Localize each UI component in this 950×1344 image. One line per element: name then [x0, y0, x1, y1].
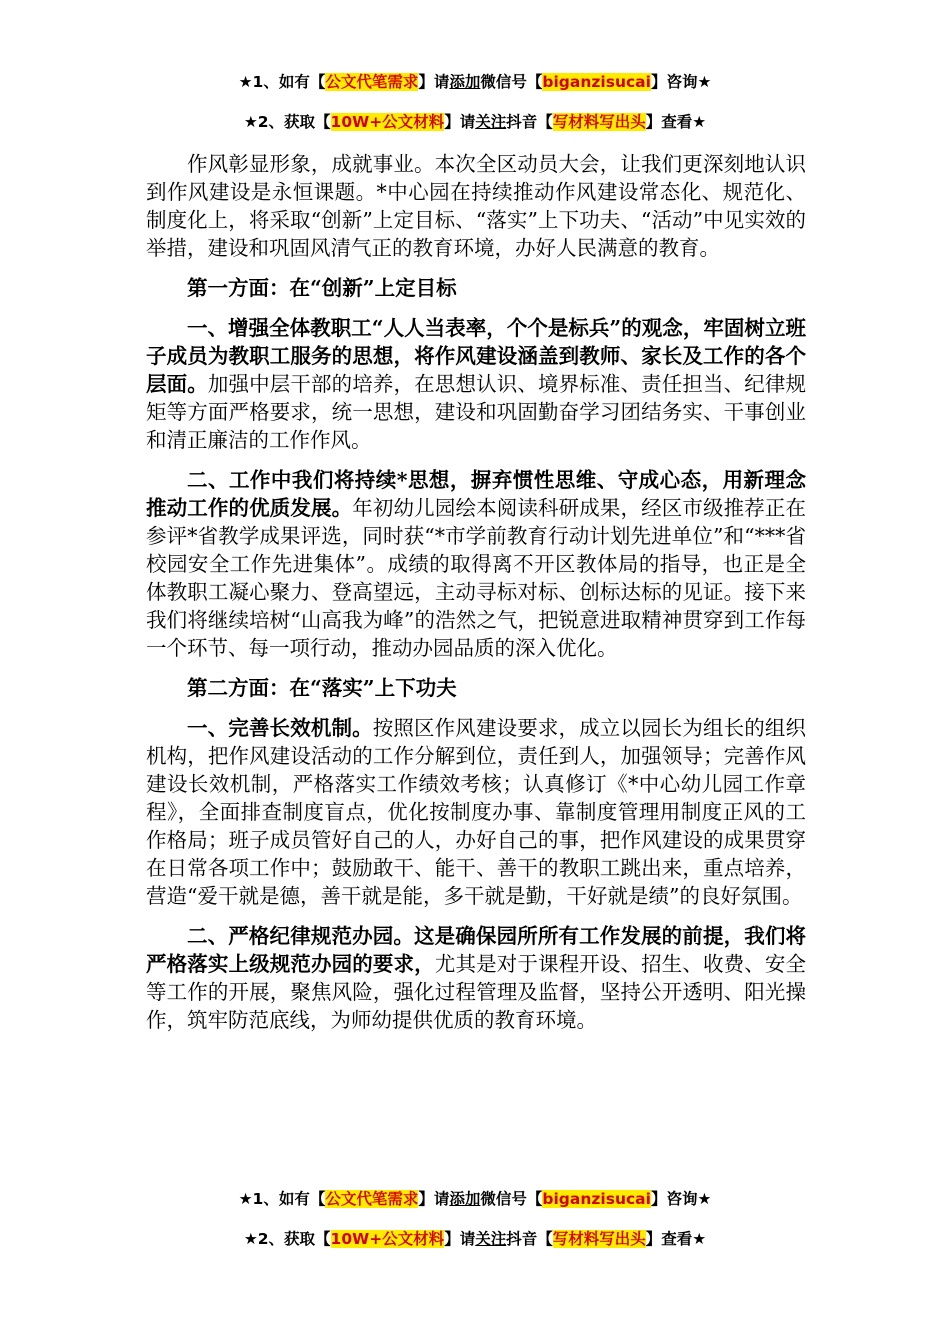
banner-highlight-douyin: 写材料写出头	[552, 113, 646, 131]
section-2-paragraph-2	[146, 922, 806, 1034]
section-2-heading: 第二方面：在“落实”上下功夫	[187, 676, 457, 700]
section-1-heading: 第一方面：在“创新”上定目标	[187, 276, 457, 300]
banner-highlight: 公文代笔需求	[325, 1190, 419, 1208]
section-1-paragraph-1	[146, 314, 806, 454]
paragraph-text: 按照区作风建设要求，成立以园长为组长的组织机构，把作风建设活动的工作分解到位，责任到人，加强领导；完善作风建设长效机制，严格落实工作绩效考核；认真修订《*中心幼儿园工作章程》，全面排查制度盲点，优化按制度办事、靠制度管理用制度正风的工作格局；班子成员管好自己的人，办好自己的事，把作风建设的成果贯穿在日常各项工作中；鼓励敢干、能干、善干的教职工跳出来，重点培养，营造“爱干就是德，善干就是能，多干就是勤，干好就是绩”的良好氛围。	[146, 716, 807, 908]
banner-highlight: 公文代笔需求	[325, 73, 419, 91]
banner-text: ★1、如有【	[238, 73, 326, 91]
paragraph-text: 尤其是对于课程开设、招生、收费、安全等工作的开展，聚焦风险，强化过程管理及监督，坚持公开透明、阳光操作，筑牢防范底线，为师幼提供优质的教育环境。	[146, 952, 807, 1032]
paragraph-lead: 二、工作中我们将持续*思想，摒弃惯性思维、守成心态，用新理念推动工作的优质发展。	[146, 468, 806, 520]
paragraph-text: 年初幼儿园绘本阅读科研成果，经区市级推荐正在参评*省教学成果评选，同时获“*市学前教育行动计划先进单位”和“***省校园安全工作先进集体”。成绩的取得离不开区教体局的指导，也正是全体教职工凝心聚力、登高望远，主动寻标对标、创标达标的见证。接下来我们将继续培树“山高我为峰”的浩然之气，把锐意进取精神贯穿到工作每一个环节、每一项行动，推动办园品质的深入优化。	[146, 496, 807, 660]
document-body	[146, 150, 806, 1034]
intro-paragraph: 作风彰显形象，成就事业。本次全区动员大会，让我们更深刻地认识到作风建设是永恒课题。*中心园在持续推动作风建设常态化、规范化、制度化上，将采取“创新”上定目标、“落实”上下功夫、“活动”中见实效的举措，建设和巩固风清气正的教育环境，办好人民满意的教育。	[146, 152, 806, 260]
banner-underlined: 关注	[475, 113, 507, 131]
banner-text: 】请	[444, 113, 476, 131]
paragraph-lead: 一、完善长效机制。	[187, 716, 373, 740]
banner-text: 】请	[418, 73, 450, 91]
banner-highlight-wechat: biganzisucai	[542, 73, 651, 91]
top-banner-line-2	[0, 110, 950, 132]
paragraph-lead: 一、增强全体教职工“人人当表率，个个是标兵”的观念，牢固树立班子成员为教职工服务的思想，将作风建设涵盖到教师、家长及工作的各个层面。	[146, 316, 806, 396]
banner-text: ★2、获取【	[243, 1230, 331, 1248]
banner-underlined: 添加	[449, 73, 481, 91]
banner-text: 微信号【	[480, 1190, 543, 1208]
top-banner-line-1	[0, 70, 950, 92]
paragraph-text: 加强中层干部的培养，在思想认识、境界标准、责任担当、纪律规矩等方面严格要求，统一思想，建设和巩固勤奋学习团结务实、干事创业和清正廉洁的工作作风。	[146, 372, 807, 452]
banner-underlined: 关注	[475, 1230, 507, 1248]
banner-text: 】请	[444, 1230, 476, 1248]
section-2-paragraph-1	[146, 714, 806, 910]
banner-highlight-wechat: biganzisucai	[542, 1190, 651, 1208]
banner-text: 】咨询★	[650, 1190, 712, 1208]
bottom-banner-line-2	[0, 1227, 950, 1249]
banner-text: 】查看★	[645, 113, 707, 131]
banner-text: 】咨询★	[650, 73, 712, 91]
paragraph-lead: 二、严格纪律规范办园。这是确保园所所有工作发展的前提，我们将严格落实上级规范办园的要求，	[146, 924, 806, 976]
banner-text: ★1、如有【	[238, 1190, 326, 1208]
section-1-paragraph-2	[146, 466, 806, 662]
banner-text: 抖音【	[506, 113, 553, 131]
banner-text: 抖音【	[506, 1230, 553, 1248]
banner-highlight: 10W+公文材料	[330, 1230, 445, 1248]
banner-underlined: 添加	[449, 1190, 481, 1208]
banner-highlight-douyin: 写材料写出头	[552, 1230, 646, 1248]
banner-highlight: 10W+公文材料	[330, 113, 445, 131]
banner-text: 】请	[418, 1190, 450, 1208]
banner-text: ★2、获取【	[243, 113, 331, 131]
banner-text: 微信号【	[480, 73, 543, 91]
banner-text: 】查看★	[645, 1230, 707, 1248]
bottom-banner-line-1	[0, 1187, 950, 1209]
